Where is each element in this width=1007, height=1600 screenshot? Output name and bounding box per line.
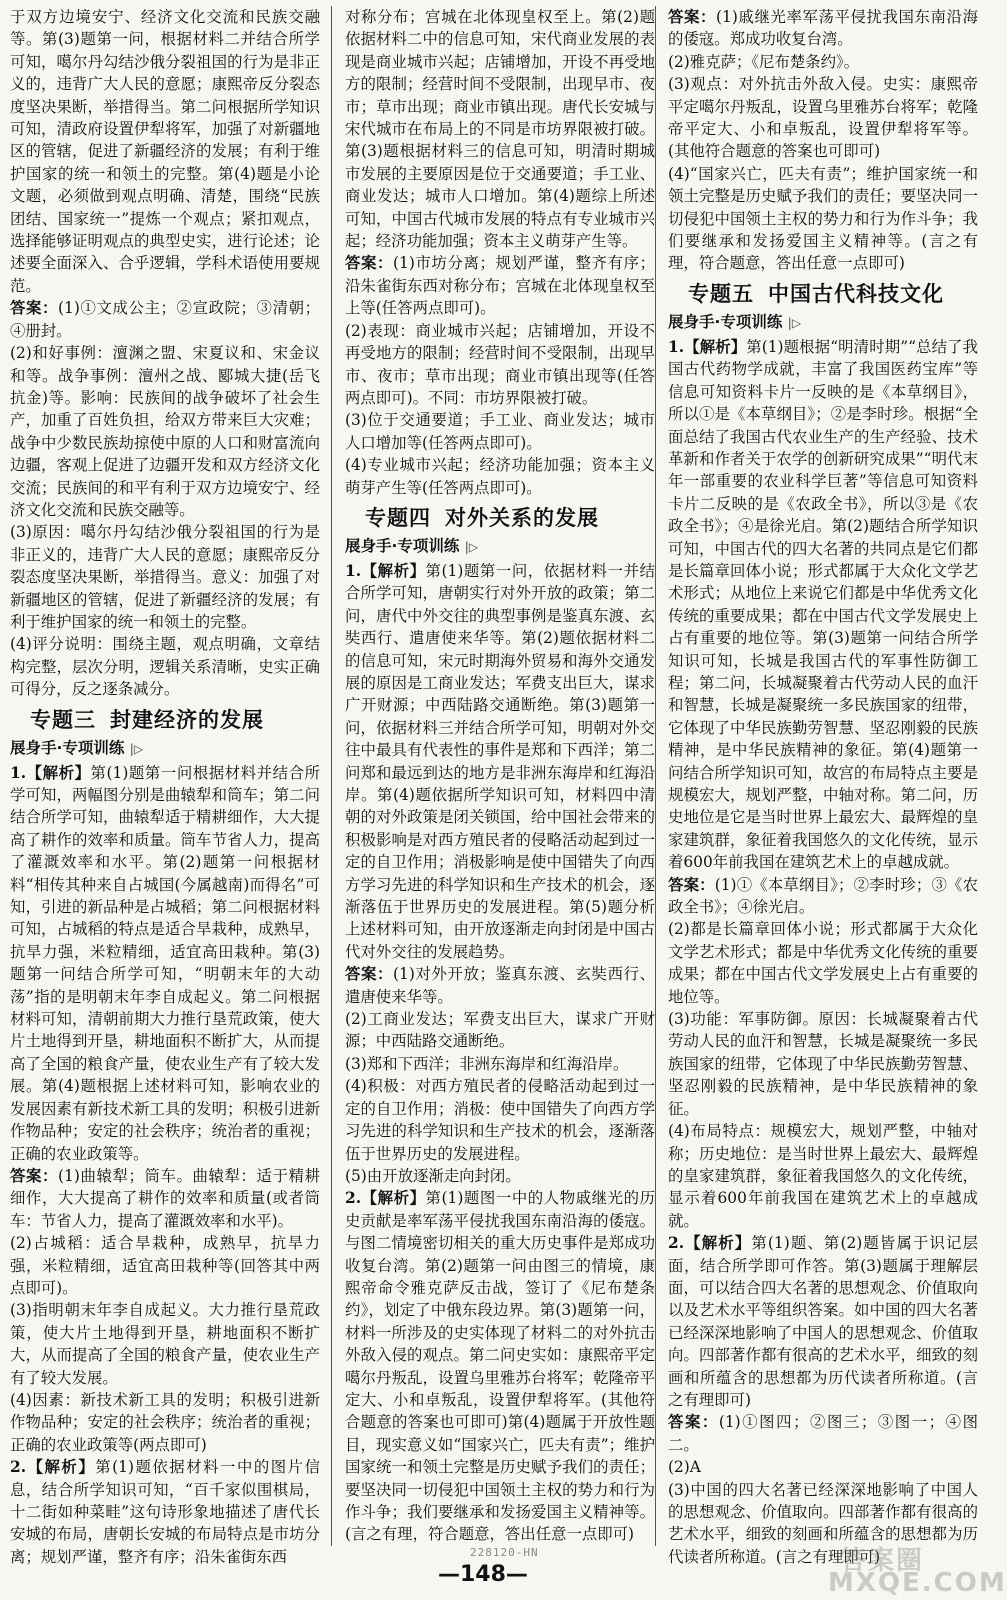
answer-line: (2)占城稻：适合旱栽种，成熟早，抗旱力强，米粒精细，适宜高田栽种等(回答其中两点即可)。 xyxy=(10,1234,320,1297)
answer-line: (3)功能：军事防御。原因：长城凝聚着古代劳动人民的血汗和智慧，长城是凝聚统一多民族国家的纽带，它体现了中华民族勤劳智慧、坚忍刚毅的民族精神，是中华民族精神的象征。 xyxy=(668,1010,978,1118)
analysis-tag: 【解析】 xyxy=(361,1189,426,1208)
answer-line xyxy=(10,1165,320,1232)
answer-line: (4)积极：对西方殖民者的侵略活动起到过一定的自卫作用；消极：使中国错失了向西方学习先进的科学知识和生产技术的机会，逐渐落伍于世界历史的发展进程。 xyxy=(345,1077,655,1163)
arrow-icon: |▷ xyxy=(464,539,479,554)
question-analysis xyxy=(345,1187,655,1546)
answer-text: (1)市坊分离；规划严谨，整齐有序；沿朱雀街东西对称分布；宫城在北体现皇权至上等(任答两点即可)。 xyxy=(345,254,655,318)
answer-line: (4)评分说明：围绕主题，观点明确，文章结构完整，层次分明，逻辑关系清晰，史实正确可得分，反之逐条减分。 xyxy=(10,635,320,699)
column-divider xyxy=(331,6,332,1546)
answer-line: (2)工商业发达；军费支出巨大，谋求广开财源；中西陆路交通断绝。 xyxy=(345,1010,655,1051)
section-subheading xyxy=(668,311,978,334)
column-2 xyxy=(345,6,655,1546)
answer-line: (4)专业城市兴起；经济功能加强；资本主义萌芽产生等(任答两点即可)。 xyxy=(345,456,655,497)
paragraph: 于双方边境安宁、经济文化交流和民族交融等。第(3)题第一问，根据材料二并结合所学可知，噶尔丹勾结沙俄分裂祖国的行为是非正义的，违背广大人民的意愿；康熙帝反分裂态度坚决果断，举措得当。第二问根据所学知识可知，清政府设置伊犁将军，加强了对新疆地区的管辖，促进了新疆经济的发展；有利于维护国家的统一和领土的完整。第(4)题是小论文题，必须做到观点明确、清楚，围绕“民族团结、国家统一”提炼一个观点；紧扣观点，选择能够证明观点的典型史实，进行论述；论述要全面深入、合乎逻辑，学科术语使用要规范。 xyxy=(10,8,320,295)
answer-label: 答案： xyxy=(668,1413,719,1432)
answer-label: 答案： xyxy=(668,875,715,894)
question-analysis xyxy=(668,1232,978,1411)
analysis-text: 第(1)题第一问根据材料并结合所学可知，两幅图分别是曲辕犁和筒车；第二问结合所学可知，曲辕犁适于精耕细作，大大提高了耕作的效率和质量。筒车节省人力，提高了灌溉效率和水平。第(2)题第一问根据材料“相传其种来自占城国(今属越南)而得名”可知，引进的新品种是占城稻；第二问根据材料可知，占城稻的特点是适合旱栽种，成熟早，抗旱力强，米粒精细，适宜高田栽种。第(3)题第一问结合所学可知，“明朝末年的大动荡”指的是明朝末年李自成起义。第二问根据材料可知，清朝前期大力推行垦荒政策，使大片土地得到开垦，耕地面积不断扩大，从而提高了全国的粮食产量，使农业生产有了较大发展。第(4)题根据上述材料可知，影响农业的发展因素有新技术新工具的发明；积极引进新作物品种；安定的社会秩序；统治者的重视；正确的农业政策等。 xyxy=(10,763,320,1163)
answer-line: (2)A xyxy=(668,1458,701,1477)
answer-line xyxy=(668,6,978,51)
column-1 xyxy=(10,6,320,1566)
question-number: 1. xyxy=(10,763,27,782)
answer-label: 答案： xyxy=(10,299,59,318)
page-number: —148— xyxy=(438,1562,528,1587)
topic-heading xyxy=(30,705,320,735)
analysis-tag: 【解析】 xyxy=(361,561,426,580)
question-number: 2. xyxy=(10,1458,27,1477)
analysis-tag: 【解析】 xyxy=(684,337,747,356)
answer-label: 答案： xyxy=(10,1166,59,1185)
analysis-tag: 【解析】 xyxy=(26,1458,96,1477)
answer-text: (1)①图四；②图三；③图一；④图二。 xyxy=(668,1413,978,1454)
answer-line: (2)雅克萨；《尼布楚条约》。 xyxy=(668,52,860,71)
topic-heading xyxy=(688,279,978,309)
topic-number: 专题五 xyxy=(688,281,754,306)
section-subheading xyxy=(10,737,320,760)
answer-line: (2)都是长篇章回体小说；形式都属于大众化文学艺术形式；都是中华优秀文化传统的重要成果；都在中国古代文学发展史上占有重要的地位等。 xyxy=(668,920,978,1006)
answer-text: (1)①《本草纲目》；②李时珍；③《农政全书》；④徐光启。 xyxy=(668,875,978,917)
answer-line: (5)由开放逐渐走向封闭。 xyxy=(345,1166,521,1185)
watermark-line: MXQE.COM xyxy=(828,1568,1007,1598)
answer-text: (1)戚继光率军荡平侵扰我国东南沿海的倭寇。郑成功收复台湾。 xyxy=(668,8,978,49)
question-number: 1. xyxy=(668,337,685,356)
subheading-text: 展身手·专项训练 xyxy=(10,738,125,757)
question-number: 2. xyxy=(668,1234,685,1253)
analysis-tag: 【解析】 xyxy=(26,763,91,782)
answer-line: (3)观点：对外抗击外敌入侵。史实：康熙帝平定噶尔丹叛乱，设置乌里雅苏台将军；乾隆帝平定大、小和卓叛乱，设置伊犁将军等。(其他符合题意的答案也可即可) xyxy=(668,75,978,161)
answer-line: (4)因素：新技术新工具的发明；积极引进新作物品种；安定的社会秩序；统治者的重视；正确的农业政策等(两点即可) xyxy=(10,1390,320,1454)
answer-line: (3)郑和下西洋；非洲东海岸和红海沿岸。 xyxy=(345,1054,629,1073)
answer-line: (2)表现：商业城市兴起；店铺增加，开设不再受地方的限制；经营时间不受限制，出现早市、夜市；草市出现；商业市镇出现等(任答两点即可)。不同：市坊界限被打破。 xyxy=(345,321,655,407)
subheading-text: 展身手·专项训练 xyxy=(345,536,460,555)
question-analysis xyxy=(10,1456,320,1568)
answer-text: (1)对外开放；鉴真东渡、玄奘西行、遣唐使来华等。 xyxy=(345,965,655,1006)
answer-text: (1)①文成公主；②宣政院；③清朝；④册封。 xyxy=(10,299,320,340)
topic-title: 封建经济的发展 xyxy=(110,707,264,732)
answer-line: (3)中国的四大名著已经深深地影响了中国人的思想观念、价值取向。四部著作都有很高的艺术水平，细致的刻画和所蕴含的思想都为历代读者所称道。(言之有理即可) xyxy=(668,1480,978,1566)
answer-line xyxy=(345,963,655,1008)
answer-text: (1)曲辕犁；筒车。曲辕犁：适于精耕细作，大大提高了耕作的效率和质量(或者筒车：节省人力，提高了灌溉效率和水平)。 xyxy=(10,1166,320,1230)
question-analysis xyxy=(345,560,655,963)
section-subheading xyxy=(345,535,655,558)
paragraph: 对称分布；宫城在北体现皇权至上。第(2)题依据材料二中的信息可知，宋代商业发展的表现是商业城市兴起；店铺增加，开设不再受地方的限制；经营时间不受限制，出现早市、夜市；草市出现；商业市镇出现。唐代长安城与宋代城市在布局上的不同是市坊界限被打破。第(3)题根据材料三的信息可知，明清时期城市发展的主要原因是位于交通要道；手工业、商业发达；城市人口增加。第(4)题综上所述可知，中国古代城市发展的特点有专业城市兴起；经济功能加强；资本主义萌芽产生等。 xyxy=(345,8,655,251)
analysis-tag: 【解析】 xyxy=(684,1234,752,1253)
answer-line: (3)指明朝末年李自成起义。大力推行垦荒政策，使大片土地得到开垦，耕地面积不断扩大，从而提高了全国的粮食产量，使农业生产有了较大发展。 xyxy=(10,1301,320,1387)
answer-line xyxy=(668,1411,978,1456)
answer-line xyxy=(668,874,978,919)
topic-number: 专题四 xyxy=(365,505,431,530)
topic-title: 对外关系的发展 xyxy=(445,505,599,530)
answer-label: 答案： xyxy=(345,965,394,984)
answer-line: (2)和好事例：澶渊之盟、宋夏议和、宋金议和等。战争事例：澶州之战、郾城大捷(岳飞抗金)等。影响：民族间的战争破坏了社会生产，加重了百姓负担，给双方带来巨大灾难；战争中少数民族劫掠使中原的人口和财富流向边疆，客观上促进了边疆开发和双方经济文化交流；民族间的和平有利于双方边境安宁、经济文化交流和民族交融等。 xyxy=(10,344,320,519)
print-code: 228120-HN xyxy=(470,1546,539,1559)
watermark-line: 答案圈 xyxy=(840,1546,925,1576)
topic-title: 中国古代科技文化 xyxy=(768,281,944,306)
arrow-icon: |▷ xyxy=(129,741,144,756)
analysis-text: 第(1)题第一问，依据材料一并结合所学可知，唐朝实行对外开放的政策；第二问，唐代中外交往的典型事例是鉴真东渡、玄奘西行、遣唐使来华等。第(2)题依据材料二的信息可知，宋元时期海外贸易和海外交通发展的原因是工商业发达；军费支出巨大，谋求广开财源；中西陆路交通断绝。第(3)题第一问，依据材料三并结合所学可知，明朝对外交往中最具有代表性的事件是郑和下西洋；第二问郑和最远到达的地方是非洲东海岸和红海沿岸。第(4)题依据所学知识可知，材料四中清朝的对外政策是闭关锁国，给中国社会带来的积极影响是对西方殖民者的侵略活动起到过一定的自卫作用；消极影响是使中国错失了向西方学习先进的科学知识和生产技术的机会，逐渐落伍于世界历史的发展进程。第(5)题分析上述材料可知，由开放逐渐走向封闭是中国古代对外交往的发展趋势。 xyxy=(345,561,655,961)
answer-line xyxy=(345,252,655,319)
answer-line xyxy=(10,297,320,342)
answer-line: (3)原因：噶尔丹勾结沙俄分裂祖国的行为是非正义的，违背广大人民的意愿；康熙帝反分裂态度坚决果断，举措得当。意义：加强了对新疆地区的管辖，促进了新疆经济的发展；有利于维护国家的统一和领土的完整。 xyxy=(10,523,320,631)
topic-number: 专题三 xyxy=(30,707,96,732)
column-divider xyxy=(655,6,656,1546)
answer-label: 答案： xyxy=(345,254,394,273)
subheading-text: 展身手·专项训练 xyxy=(668,312,783,331)
topic-heading xyxy=(365,503,655,533)
analysis-text: 第(1)题依据材料一中的图片信息，结合所学知识可知，“百千家似围棋局，十二街如种菜畦”这句诗形象地描述了唐代长安城的布局，唐朝长安城的布局特点是市坊分离；规划严谨，整齐有序；沿朱雀街东西 xyxy=(10,1458,320,1566)
answer-label: 答案： xyxy=(668,8,717,26)
analysis-text: 第(1)题、第(2)题皆属于识记层面，结合所学即可作答。第(3)题属于理解层面，可以结合四大名著的思想观念、价值取向以及艺术水平等组织答案。如中国的四大名著已经深深地影响了中国人的思想观念、价值取向。四部著作都有很高的艺术水平，细致的刻画和所蕴含的思想都为历代读者所称道。(言之有理即可) xyxy=(668,1234,978,1409)
question-analysis xyxy=(668,336,978,874)
site-watermark xyxy=(810,1540,1007,1598)
answer-line: (3)位于交通要道；手工业、商业发达；城市人口增加等(任答两点即可)。 xyxy=(345,411,655,452)
analysis-text: 第(1)题图一中的人物戚继光的历史贡献是率军荡平侵扰我国东南沿海的倭寇。与图二情境密切相关的重大历史事件是郑成功收复台湾。第(2)题第一问由图三的情境，康熙帝命令雅克萨反击战，签订了《尼布楚条约》，划定了中俄东段边界。第(3)题第一问，材料一所涉及的史实体现了材料二的对外抗击外敌入侵的观点。第二问史实如：康熙帝平定噶尔丹叛乱，设置乌里雅苏台将军；乾隆帝平定大、小和卓叛乱，设置伊犁将军。(其他符合题意的答案也可即可)第(4)题属于开放性题目，现实意义如“国家兴亡，匹夫有责”；维护国家统一和领土完整是历史赋予我们的责任；要坚决同一切侵犯中国领土主权的势力和行为作斗争；我们要继承和发扬爱国主义精神等。(言之有理，符合题意，答出任意一点即可) xyxy=(345,1189,655,1544)
answer-line: (4)布局特点：规模宏大，规划严整，中轴对称；历史地位：是当时世界上最宏大、最辉煌的皇家建筑群，象征着我国悠久的文化传统，显示着600年前我国在建筑艺术上的卓越成就。 xyxy=(668,1122,978,1230)
arrow-icon: |▷ xyxy=(787,315,802,330)
question-number: 2. xyxy=(345,1189,362,1208)
analysis-text: 第(1)题根据“明清时期”“总结了我国古代药物学成就，丰富了我国医药宝库”等信息可知资料卡片一反映的是《本草纲目》，所以①是《本草纲目》；②是李时珍。根据“全面总结了我国古代农业生产的生产经验、技术革新和作者关于农学的创新研究成果”“明代末年一部重要的农业科学巨著”等信息可知资料卡片二反映的是《农政全书》，所以③是《农政全书》；④是徐光启。第(2)题结合所学知识可知，中国古代的四大名著的共同点是它们都是长篇章回体小说；形式都属于大众化文学艺术形式；从地位上来说它们都是中华优秀文化传统的重要成果；都在中国古代文学发展史上占有重要的地位等。第(3)题第一问结合所学知识可知，长城是我国古代的军事性防御工程；第二问，长城凝聚着古代劳动人民的血汗和智慧，长城是凝聚统一多民族国家的纽带，它体现了中华民族勤劳智慧、坚忍刚毅的民族精神，是中华民族精神的象征。第(4)题第一问结合所学知识可知，故宫的布局特点主要是规模宏大，规划严整，中轴对称。第二问，历史地位是它是当时世界上最宏大、最辉煌的皇家建筑群，象征着我国悠久的文化传统，显示着600年前我国在建筑艺术上的卓越成就。 xyxy=(668,337,978,872)
question-analysis xyxy=(10,762,320,1165)
answer-line: (4)“国家兴亡，匹夫有责”；维护国家统一和领土完整是历史赋予我们的责任；要坚决同一切侵犯中国领土主权的势力和行为作斗争；我们要继承和发扬爱国主义精神等。(言之有理，符合题意，答出任意一点即可) xyxy=(668,164,978,273)
question-number: 1. xyxy=(345,561,362,580)
